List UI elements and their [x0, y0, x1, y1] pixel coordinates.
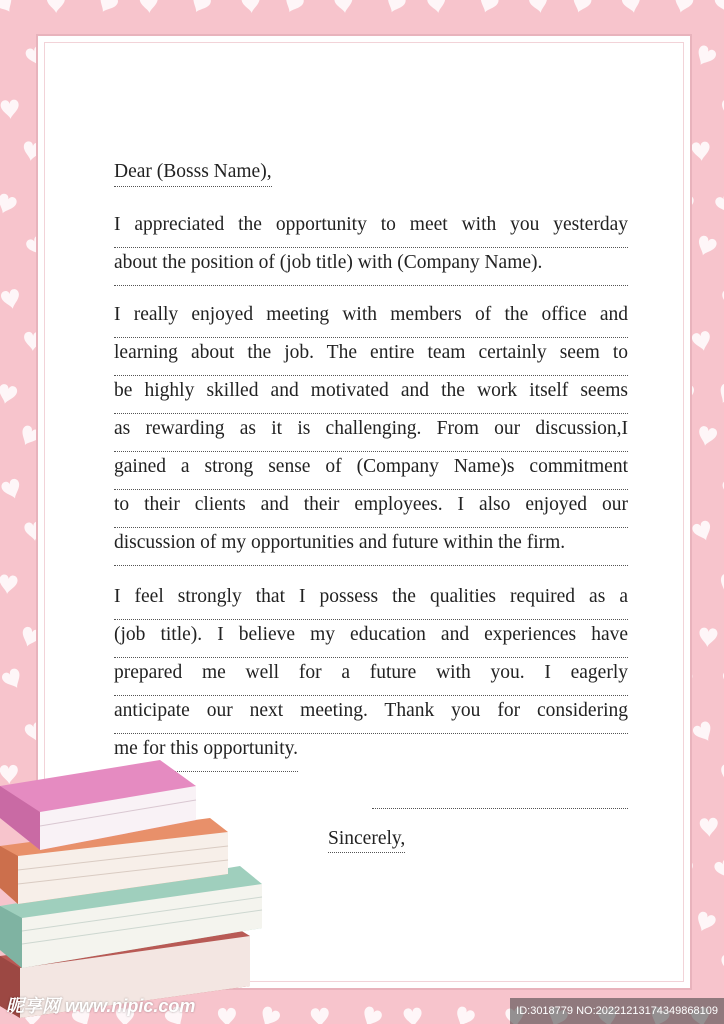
- heart-shape: [719, 98, 724, 120]
- heart-shape: [0, 192, 18, 216]
- paragraph-line: I feel strongly that I possess the qualities required as a: [114, 582, 628, 620]
- paragraph-line: gained a strong sense of (Company Name)s commitment: [114, 452, 628, 490]
- heart-shape: [403, 1007, 423, 1024]
- heart-shape: [427, 0, 448, 14]
- heart-shape: [0, 667, 25, 692]
- paragraph-line: to their clients and their employees. I also enjoyed our: [114, 490, 628, 528]
- paragraph-line: as rewarding as it is challenging. From our discussion,I: [114, 414, 628, 452]
- heart-shape: [528, 0, 549, 15]
- heart-shape: [0, 0, 17, 16]
- heart-shape: [691, 519, 715, 543]
- heart-shape: [691, 720, 716, 745]
- heart-shape: [696, 425, 718, 448]
- paragraph-line: I appreciated the opportunity to meet with you yesterday: [114, 210, 628, 248]
- heart-shape: [714, 192, 724, 217]
- heart-shape: [691, 330, 713, 353]
- heart-shape: [0, 99, 19, 119]
- heart-shape: [334, 0, 354, 14]
- heart-shape: [694, 234, 718, 258]
- heart-shape: [476, 0, 499, 16]
- heart-shape: [0, 574, 18, 595]
- paragraph-line: (job title). I believe my education and experiences have: [114, 620, 628, 658]
- signature-line: [372, 808, 628, 809]
- heart-shape: [95, 0, 120, 16]
- heart-shape: [718, 763, 724, 786]
- paragraph-2: [114, 300, 628, 566]
- paragraph-3: [114, 582, 628, 772]
- heart-shape: [716, 572, 724, 596]
- heart-shape: [691, 141, 711, 162]
- heart-shape: [713, 857, 724, 881]
- heart-shape: [699, 818, 718, 838]
- paragraph-line: prepared me well for a future with you. I eagerly: [114, 658, 628, 696]
- heart-shape: [452, 1005, 476, 1024]
- paragraph-1: [114, 210, 628, 286]
- heart-shape: [47, 0, 65, 13]
- heart-shape: [310, 1008, 329, 1024]
- heart-shape: [714, 0, 724, 15]
- paragraph-line: be highly skilled and motivated and the work itself seems: [114, 376, 628, 414]
- heart-shape: [621, 0, 643, 15]
- paragraph-line: discussion of my opportunities and future within the firm.: [114, 528, 628, 566]
- heart-shape: [188, 0, 213, 16]
- heart-shape: [241, 0, 261, 14]
- heart-shape: [383, 0, 407, 16]
- heart-shape: [0, 477, 23, 501]
- heart-shape: [693, 44, 718, 69]
- paragraph-line: I really enjoyed meeting with members of the office and: [114, 300, 628, 338]
- heart-shape: [281, 0, 305, 16]
- paragraph-line: anticipate our next meeting. Thank you for considering: [114, 696, 628, 734]
- paragraph-line: learning about the job. The entire team certainly seem to: [114, 338, 628, 376]
- greeting-text: Dear (Bosss Name),: [114, 158, 272, 187]
- heart-shape: [693, 910, 717, 935]
- letter-greeting: [114, 158, 628, 187]
- heart-shape: [0, 288, 22, 310]
- heart-shape: [570, 0, 593, 15]
- paragraph-line: about the position of (job title) with (Company Name).: [114, 248, 628, 286]
- heart-shape: [0, 383, 18, 406]
- watermark-right: ID:3018779 NO:20221213174349868109: [510, 998, 724, 1024]
- heart-shape: [720, 954, 724, 975]
- watermark-left: 昵享网 www.nipic.com: [6, 996, 196, 1016]
- heart-shape: [359, 1005, 384, 1024]
- heart-shape: [715, 382, 724, 407]
- closing-text: Sincerely,: [328, 828, 405, 853]
- heart-shape: [698, 627, 718, 648]
- book-stack-illustration: [0, 756, 270, 1024]
- paragraph-line: me for this opportunity.: [114, 734, 298, 772]
- heart-shape: [139, 0, 158, 13]
- heart-shape: [672, 0, 695, 15]
